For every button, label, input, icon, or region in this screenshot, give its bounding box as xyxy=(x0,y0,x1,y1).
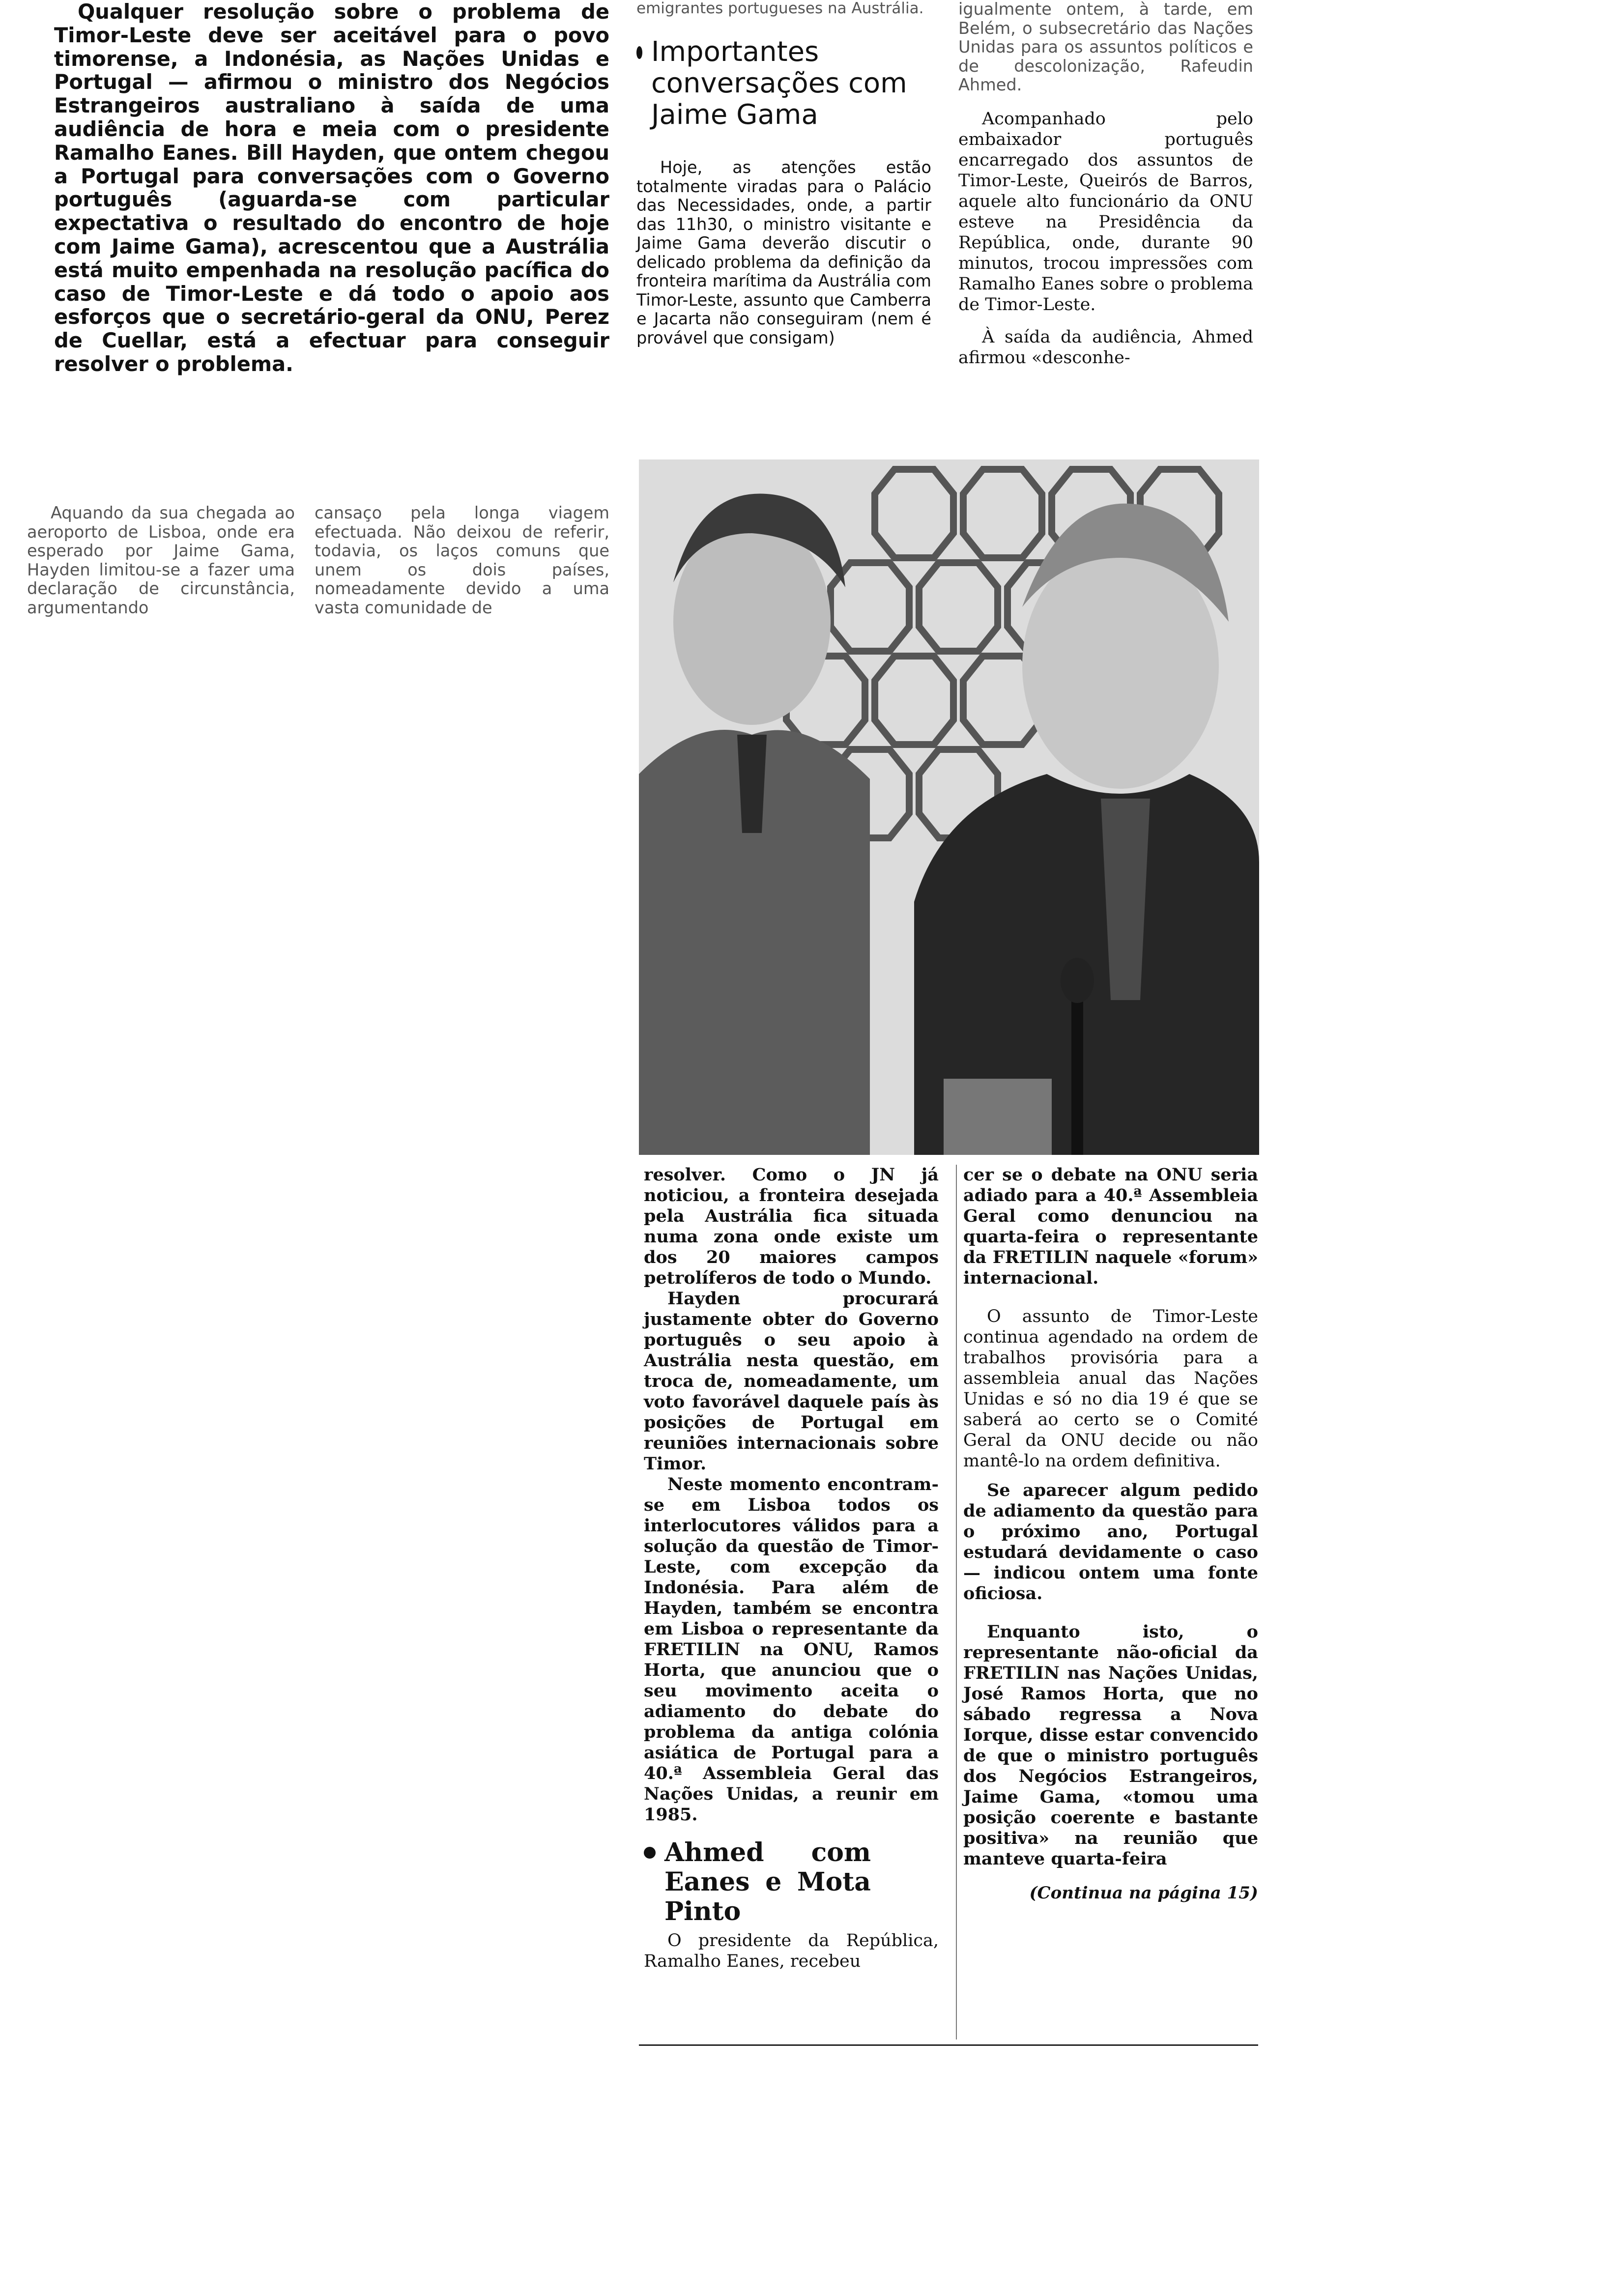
column-5-paragraph-4: Enquanto isto, o representante não-oficial da FRETILIN nas Nações Unidas, José Ramos Horta, que no sábado regressa a Nova Iorque, disse estar convencido de que o ministro português dos Negócios Estrangeiros, Jaime Gama, «tomou uma posição coerente e bastante positiva» na reunião que manteve quarta-feira xyxy=(963,1622,1258,1869)
column-1b-text: cansaço pela longa viagem efectuada. Não deixou de referir, todavia, os laços comuns que unem os dois países, nomeadamente devido a uma vasta comunidade de xyxy=(315,503,609,617)
column-3 xyxy=(958,0,1253,368)
column-4-heading-text: Ahmed com Eanes e Mota Pinto xyxy=(664,1837,871,1926)
column-4 xyxy=(644,1165,939,1972)
column-2-top-fragment: emigrantes portugueses na Austrália. xyxy=(636,0,924,17)
bullet-icon xyxy=(636,46,642,59)
lead-text: Qualquer resolução sobre o problema de Timor-Leste deve ser aceitável para o povo timorense, a Indonésia, as Nações Unidas e Portugal — afirmou o ministro dos Negócios Estrangeiros australiano à saída de uma audiência de hora e meia com o presidente Ramalho Eanes. Bill Hayden, que ontem chegou a Portugal para conversações com o Governo português (aguarda-se com particular expectativa o resultado do encontro de hoje com Jaime Gama), acrescentou que a Austrália está muito empenhada na resolução pacífica do caso de Timor-Leste e dá todo o apoio aos esforços que o secretário-geral da ONU, Perez de Cuellar, está a efectuar para conseguir resolver o problema. xyxy=(54,0,609,376)
column-4-paragraph-1: resolver. Como o JN já noticiou, a fronteira desejada pela Austrália fica situada numa zona onde existe um dos 20 maiores campos petrolíferos de todo o Mundo. xyxy=(644,1165,939,1288)
column-5 xyxy=(963,1165,1258,1903)
column-4-heading xyxy=(644,1838,939,1926)
column-3-paragraph-1: Acompanhado pelo embaixador português encarregado dos assuntos de Timor-Leste, Queirós de Barros, aquele alto funcionário da ONU esteve na Presidência da República, onde, durante 90 minutos, trocou impressões com Ramalho Eanes sobre o problema de Timor-Leste. xyxy=(958,109,1253,315)
continuation-note: (Continua na página 15) xyxy=(1029,1883,1258,1903)
bottom-rule xyxy=(639,2044,1258,2046)
news-photo xyxy=(639,459,1259,1155)
column-5-paragraph-2: O assunto de Timor-Leste continua agendado na ordem de trabalhos provisória para a assembleia anual das Nações Unidas e só no dia 19 é que se saberá ao certo se o Comité Geral da ONU decide ou não mantê-lo na ordem definitiva. xyxy=(963,1307,1258,1471)
lead-paragraph xyxy=(54,0,609,376)
photo-illustration xyxy=(639,459,1259,1155)
column-1b xyxy=(315,504,609,617)
column-3-paragraph-2: À saída da audiência, Ahmed afirmou «desconhe- xyxy=(958,327,1253,368)
column-2-heading-text: Importantes conversações com Jaime Gama xyxy=(651,36,907,131)
column-4-paragraph-2: Hayden procurará justamente obter do Governo português o seu apoio à Austrália nesta questão, em troca de, nomeadamente, um voto favorável daquele país às posições de Portugal em reuniões internacionais sobre Timor. xyxy=(644,1289,939,1474)
column-divider xyxy=(956,1165,957,2039)
column-1a-text: Aquando da sua chegada ao aeroporto de Lisboa, onde era esperado por Jaime Gama, Hayden limitou-se a fazer uma declaração de circunstância, argumentando xyxy=(27,503,295,617)
column-5-paragraph-3: Se aparecer algum pedido de adiamento da questão para o próximo ano, Portugal estudará devidamente o caso — indicou ontem uma fonte oficiosa. xyxy=(963,1480,1258,1604)
column-5-paragraph-1: cer se o debate na ONU seria adiado para a 40.ª Assembleia Geral como denunciou na quarta-feira o representante da FRETILIN naquele «forum» internacional. xyxy=(963,1165,1258,1288)
column-2 xyxy=(636,0,931,347)
column-2-heading xyxy=(636,36,931,131)
bullet-icon xyxy=(644,1847,656,1859)
column-4-paragraph-3: Neste momento encontram-se em Lisboa todos os interlocutores válidos para a solução da questão de Timor-Leste, com excepção da Indonésia. Para além de Hayden, também se encontra em Lisboa o representante da FRETILIN na ONU, Ramos Horta, que anunciou que o seu movimento aceita o adiamento do debate do problema da antiga colónia asiática de Portugal para a 40.ª Assembleia Geral das Nações Unidas, a reunir em 1985. xyxy=(644,1474,939,1825)
column-1a xyxy=(27,504,295,617)
column-3-top-fragment: igualmente ontem, à tarde, em Belém, o subsecretário das Nações Unidas para os assuntos políticos e de descolonização, Rafeudin Ahmed. xyxy=(958,0,1253,94)
column-4-paragraph-4: O presidente da República, Ramalho Eanes, recebeu xyxy=(644,1931,939,1971)
column-2-text: Hoje, as atenções estão totalmente viradas para o Palácio das Necessidades, onde, a partir das 11h30, o ministro visitante e Jaime Gama deverão discutir o delicado problema da definição da fronteira marítima da Austrália com Timor-Leste, assunto que Camberra e Jacarta não conseguiram (nem é provável que consigam) xyxy=(636,158,931,347)
